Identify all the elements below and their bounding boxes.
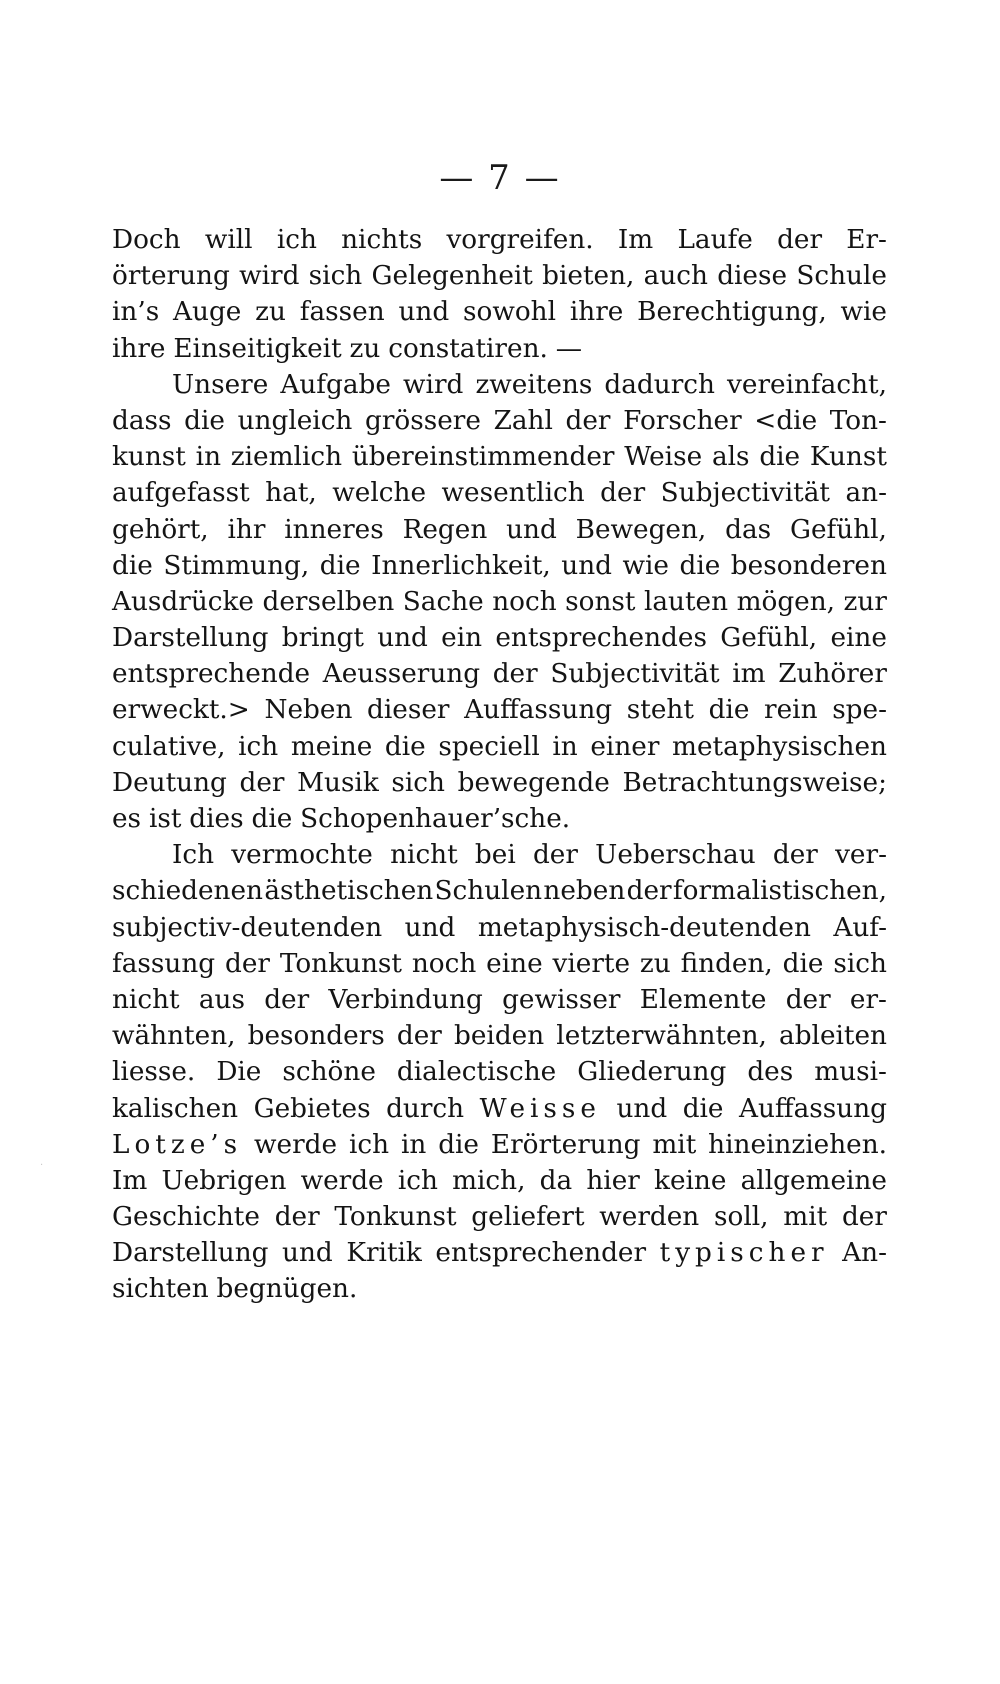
word: Verbindung	[328, 984, 483, 1015]
word: und	[506, 514, 557, 545]
word: Kritik	[346, 1238, 422, 1269]
word: der	[224, 948, 270, 979]
text-line	[112, 1235, 887, 1271]
word: begnügen.	[216, 1274, 358, 1305]
word: ein	[441, 623, 483, 654]
word: und	[377, 623, 428, 654]
word: Weisse	[479, 1093, 601, 1124]
word: mich,	[452, 1165, 526, 1196]
text-line	[112, 1054, 887, 1090]
word: einer	[590, 731, 660, 762]
text-line	[112, 1018, 887, 1054]
word: zweitens	[475, 369, 593, 400]
word: rein	[764, 695, 818, 726]
word: Lotze’s	[112, 1129, 243, 1160]
word: ich	[238, 731, 279, 762]
word: vereinfacht,	[727, 369, 887, 400]
word: aufgefasst	[112, 478, 250, 509]
word: der	[396, 1021, 442, 1052]
word: Schulen	[434, 876, 543, 907]
word: zur	[843, 586, 887, 617]
word: hineinziehen.	[708, 1129, 887, 1160]
word: der	[626, 876, 672, 907]
word: Stimmung,	[163, 550, 310, 581]
word: übereinstimmender	[351, 442, 615, 473]
word: Neben	[264, 695, 353, 726]
word: lauten	[643, 586, 729, 617]
text-line	[112, 439, 887, 475]
word: welche	[332, 478, 427, 509]
word: Auffassung	[464, 695, 613, 726]
text-line	[112, 475, 887, 511]
word: Einseitigkeit	[173, 333, 342, 364]
text-line	[112, 692, 887, 728]
word: Zuhörer	[778, 659, 887, 690]
word: ungleich	[237, 405, 353, 436]
word: Darstellung	[112, 623, 269, 654]
word: dadurch	[604, 369, 715, 400]
body-text	[112, 222, 887, 1308]
word: Gliederung	[577, 1057, 727, 1088]
word: auch	[643, 261, 708, 292]
word: soll,	[714, 1202, 769, 1233]
word: geliefert	[471, 1202, 585, 1233]
word: wähnten,	[112, 1021, 236, 1052]
word: Tonkunst	[334, 1202, 457, 1233]
word: und	[282, 1238, 333, 1269]
word: bei	[474, 840, 516, 871]
word: sich	[833, 948, 887, 979]
word: und	[398, 297, 450, 328]
word: nicht	[390, 840, 458, 871]
word: Ich	[172, 840, 215, 871]
word: der	[772, 840, 818, 871]
word: Auge	[173, 297, 242, 328]
word: eine	[830, 623, 887, 654]
word: Gefühl,	[720, 623, 818, 654]
word: Kunst	[809, 442, 887, 473]
word: besonderen	[730, 550, 887, 581]
word: Uebrigen	[161, 1165, 287, 1196]
text-line	[112, 512, 887, 548]
word: entsprechender	[435, 1238, 647, 1269]
word: ihre	[569, 297, 624, 328]
word: ableiten	[779, 1021, 887, 1052]
text-line	[112, 222, 887, 258]
word: Er-	[846, 225, 887, 255]
text-line	[112, 837, 887, 873]
word: kalischen	[112, 1093, 239, 1124]
word: wie	[840, 297, 887, 328]
word: die	[251, 804, 293, 834]
word: spe-	[832, 695, 887, 726]
word: Deutung	[112, 767, 227, 798]
word: steht	[626, 695, 694, 726]
word: gehört,	[112, 514, 209, 545]
word: speciell	[438, 731, 540, 762]
text-line	[112, 1163, 887, 1199]
word: ich	[348, 1129, 390, 1160]
word: in	[552, 731, 578, 762]
word: Gelegenheit	[371, 261, 533, 292]
word: Gefühl,	[789, 514, 887, 545]
word: er-	[849, 984, 887, 1015]
word: der	[841, 1202, 887, 1233]
word: ihre	[112, 333, 166, 364]
word: gewisser	[502, 984, 621, 1015]
word: der	[600, 478, 646, 509]
word: nicht	[112, 984, 180, 1015]
text-line	[112, 1199, 887, 1235]
word: durch	[386, 1093, 465, 1124]
word: mit	[783, 1202, 828, 1233]
word: entsprechende	[112, 659, 311, 690]
word: sichten	[112, 1274, 209, 1305]
word: Regen	[402, 514, 488, 545]
word: die	[384, 731, 426, 762]
word: in	[195, 442, 222, 473]
text-line	[112, 620, 887, 656]
word: noch	[492, 586, 557, 617]
word: die	[708, 695, 750, 726]
word: und	[404, 912, 456, 943]
text-line	[112, 294, 887, 330]
text-line	[112, 729, 887, 765]
text-line	[112, 910, 887, 946]
word: neben	[543, 876, 626, 907]
word: eine	[486, 948, 543, 979]
text-line	[112, 258, 887, 294]
word: schiedenen	[112, 876, 263, 907]
word: vorgreifen.	[446, 225, 594, 255]
word: zu	[255, 297, 286, 328]
word: Aeusserung	[322, 659, 481, 690]
scan-artifact: ·	[40, 1160, 44, 1171]
word: und	[561, 550, 612, 581]
word: zu	[349, 333, 381, 364]
word: des	[747, 1057, 794, 1088]
word: Sache	[402, 586, 484, 617]
word: mögen,	[736, 586, 836, 617]
word: dies	[189, 804, 244, 834]
word: <die	[754, 405, 818, 436]
word: liesse.	[112, 1057, 196, 1088]
word: wird	[403, 369, 464, 400]
text-line	[112, 548, 887, 584]
word: örterung	[112, 261, 230, 292]
word: letzterwähnten,	[556, 1021, 767, 1052]
word: bringt	[281, 623, 364, 654]
text-line	[112, 656, 887, 692]
word: Geschichte	[112, 1202, 260, 1233]
word: da	[539, 1165, 573, 1196]
word: Berechtigung,	[637, 297, 827, 328]
word: hat,	[265, 478, 317, 509]
word: im	[732, 659, 766, 690]
word: der	[264, 984, 310, 1015]
word: Bewegen,	[575, 514, 707, 545]
word: die	[438, 1129, 479, 1160]
word: der	[532, 840, 578, 871]
word: wird	[239, 261, 300, 292]
word: ist	[148, 804, 182, 834]
word: Ueberschau	[595, 840, 756, 871]
word: die	[682, 1093, 724, 1124]
word: Zahl	[493, 405, 553, 436]
text-line	[112, 946, 887, 982]
word: dialectische	[396, 1057, 557, 1088]
word: Gebietes	[253, 1093, 371, 1124]
word: Elemente	[639, 984, 767, 1015]
text-line	[112, 331, 887, 367]
word: fassen	[299, 297, 385, 328]
word: Im	[617, 225, 654, 255]
word: die	[782, 948, 824, 979]
text-line	[112, 1091, 887, 1127]
text-line	[112, 765, 887, 801]
word: die	[759, 442, 801, 473]
word: kunst	[112, 442, 186, 473]
word: Subjectivität	[660, 478, 830, 509]
word: Doch	[112, 225, 181, 255]
word: culative,	[112, 731, 226, 762]
word: meine	[290, 731, 373, 762]
word: constatiren.	[388, 333, 548, 364]
word: noch	[411, 948, 477, 979]
word: werde	[254, 1129, 338, 1160]
word: aus	[198, 984, 245, 1015]
word: inneres	[284, 514, 384, 545]
word: Im	[112, 1165, 148, 1196]
word: sich	[308, 261, 363, 292]
word: finden,	[680, 948, 773, 979]
word: Forscher	[623, 405, 742, 436]
word: sich	[391, 767, 445, 798]
word: Musik	[297, 767, 379, 798]
word: Ausdrücke	[112, 586, 254, 617]
text-line	[112, 584, 887, 620]
word: der	[274, 1202, 320, 1233]
word: fassung	[112, 948, 216, 979]
word: dieser	[367, 695, 450, 726]
word: Aufgabe	[280, 369, 391, 400]
word: werden	[599, 1202, 700, 1233]
word: die	[679, 550, 721, 581]
word: typischer	[659, 1238, 829, 1269]
word: beiden	[454, 1021, 545, 1052]
word: die	[319, 550, 361, 581]
word: keine	[654, 1165, 727, 1196]
text-line	[112, 982, 887, 1018]
word: sonst	[565, 586, 636, 617]
word: metaphysisch-deutenden	[477, 912, 811, 943]
word: der	[565, 405, 611, 436]
word: schöne	[282, 1057, 376, 1088]
text-line	[112, 873, 887, 909]
word: der	[239, 767, 285, 798]
page-number: — 7 —	[439, 158, 561, 198]
word: grössere	[365, 405, 481, 436]
word: Auffassung	[738, 1093, 887, 1124]
word: Subjectivität	[550, 659, 720, 690]
word: es	[112, 804, 142, 834]
word: ästhetischen	[264, 876, 434, 907]
word: vierte	[552, 948, 631, 979]
word: und	[616, 1093, 668, 1124]
word: hier	[586, 1165, 640, 1196]
word: werde	[300, 1165, 384, 1196]
word: als	[711, 442, 750, 473]
word: die	[112, 550, 153, 581]
word: mit	[652, 1129, 697, 1160]
word: will	[204, 225, 253, 255]
word: Laufe	[677, 225, 753, 255]
word: besonders	[247, 1021, 385, 1052]
word: erweckt.>	[112, 695, 250, 726]
word: ver-	[835, 840, 887, 871]
text-line	[112, 1271, 887, 1307]
word: wie	[622, 550, 669, 581]
word: derselben	[262, 586, 395, 617]
word: Schule	[796, 261, 887, 292]
word: metaphysischen	[672, 731, 887, 762]
word: das	[725, 514, 772, 545]
word: formalistischen,	[672, 876, 887, 907]
word: ihr	[227, 514, 266, 545]
text-line	[112, 801, 887, 837]
word: Schopenhauer’sche.	[300, 804, 571, 834]
word: bewegende	[457, 767, 610, 798]
word: sowohl	[463, 297, 557, 328]
text-line	[112, 367, 887, 403]
word: ich	[276, 225, 317, 255]
word: zu	[639, 948, 671, 979]
word: —	[555, 333, 583, 364]
word: Unsere	[172, 369, 269, 400]
word: der	[777, 225, 823, 255]
word: subjectiv-deutenden	[112, 912, 383, 943]
word: diese	[717, 261, 788, 292]
word: Betrachtungsweise;	[622, 767, 887, 798]
word: der	[492, 659, 538, 690]
word: musi-	[814, 1057, 887, 1088]
word: vermochte	[231, 840, 373, 871]
text-line	[112, 403, 887, 439]
word: ziemlich	[230, 442, 343, 473]
text-line	[112, 1127, 887, 1163]
word: Auf-	[833, 912, 887, 943]
word: an-	[845, 478, 887, 509]
word: Erörterung	[490, 1129, 641, 1160]
word: ich	[397, 1165, 438, 1196]
word: Die	[216, 1057, 262, 1088]
word: Tonkunst	[279, 948, 402, 979]
word: Innerlichkeit,	[371, 550, 551, 581]
word: Ton-	[829, 405, 887, 436]
word: Weise	[624, 442, 703, 473]
word: die	[184, 405, 225, 436]
word: dass	[112, 405, 172, 436]
word: in	[400, 1129, 427, 1160]
word: entsprechendes	[495, 623, 707, 654]
word: bieten,	[542, 261, 635, 292]
word: der	[785, 984, 831, 1015]
word: An-	[842, 1238, 887, 1269]
word: wesentlich	[441, 478, 585, 509]
word: in’s	[112, 297, 160, 328]
word: nichts	[341, 225, 423, 255]
word: Darstellung	[112, 1238, 269, 1269]
word: allgemeine	[740, 1165, 887, 1196]
